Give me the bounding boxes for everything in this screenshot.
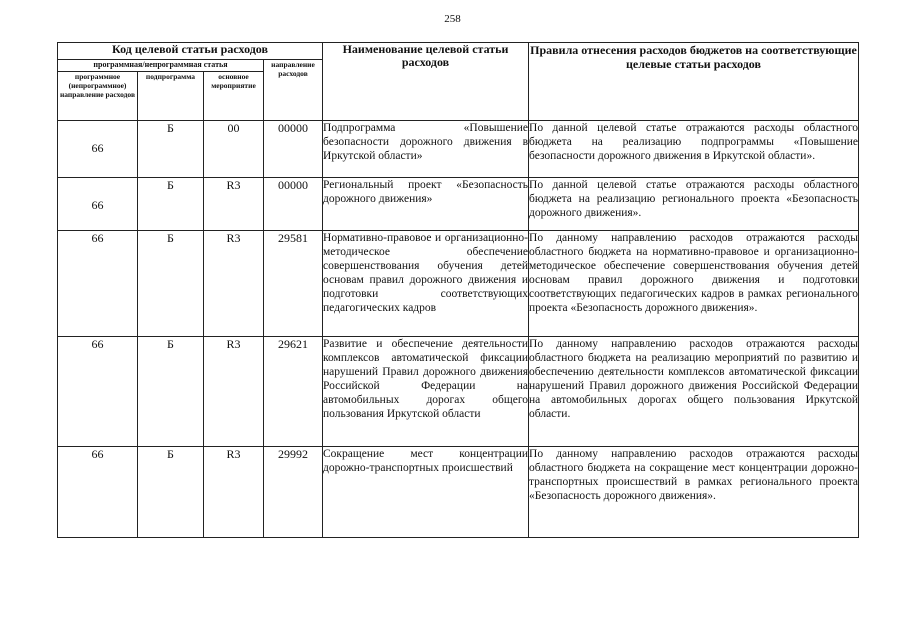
main-event-code: 00 [204,121,264,178]
program-column-header: программное (непрограммное) направление расходов [58,72,138,121]
subprogram-code: Б [138,121,204,178]
subprogram-code: Б [138,178,204,231]
allocation-rule: По данной целевой статье отражаются расходы областного бюджета на реализацию регионального проекта «Безопасность дорожного движения». [529,178,859,231]
direction-code: 00000 [264,178,323,231]
program-code: 66 [58,178,138,231]
main-event-code: R3 [204,337,264,447]
allocation-rule: По данному направлению расходов отражаются расходы областного бюджета на реализацию мероприятий по развитию и обеспечению деятельности комплексов автоматической фиксации нарушений Правил дорожного движения Российской Федерации на автомобильных дорогах общего пользования Иркутской области. [529,337,859,447]
page-number: 258 [444,13,461,25]
budget-codes-table [57,42,859,538]
direction-code: 29621 [264,337,323,447]
table-row [58,231,859,337]
main-event-column-header: основное мероприятие [204,72,264,121]
target-item-name: Сокращение мест концентрации дорожно-транспортных происшествий [323,447,529,538]
table-row [58,337,859,447]
allocation-rule: По данному направлению расходов отражаются расходы областного бюджета на сокращение мест концентрации дорожно-транспортных происшествий в рамках регионального проекта «Безопасность дорожного движения». [529,447,859,538]
table-row [58,447,859,538]
target-item-name: Подпрограмма «Повышение безопасности дорожного движения в Иркутской области» [323,121,529,178]
direction-code: 29992 [264,447,323,538]
allocation-rule: По данному направлению расходов отражаются расходы областного бюджета на нормативно-правовое и организационно-методическое обеспечение совершенствования обучения детей основам правил дорожного движения и подготовки соответствующих педагогических кадров в рамках регионального проекта «Безопасность дорожного движения». [529,231,859,337]
target-item-name: Развитие и обеспечение деятельности комплексов автоматической фиксации нарушений Правил дорожного движения Российской Федерации на автомобильных дорогах общего пользования Иркутской области [323,337,529,447]
subprogram-code: Б [138,447,204,538]
main-event-code: R3 [204,178,264,231]
subprogram-code: Б [138,231,204,337]
target-item-name: Региональный проект «Безопасность дорожного движения» [323,178,529,231]
table-row [58,178,859,231]
main-event-code: R3 [204,231,264,337]
table-row [58,121,859,178]
subprogram-column-header: подпрограмма [138,72,204,121]
program-code: 66 [58,121,138,178]
name-column-header: Наименование целевой статьи расходов [323,43,529,121]
direction-code: 29581 [264,231,323,337]
rules-column-header: Правила отнесения расходов бюджетов на соответствующие целевые статьи расходов [529,43,859,121]
program-group-header: программная/непрограммная статья [58,60,264,72]
target-item-name: Нормативно-правовое и организационно-методическое обеспечение совершенствования обучения детей основам правил дорожного движения и подготовки соответствующих педагогических кадров [323,231,529,337]
program-code: 66 [58,337,138,447]
program-code: 66 [58,231,138,337]
allocation-rule: По данной целевой статье отражаются расходы областного бюджета на реализацию подпрограммы «Повышение безопасности дорожного движения в Иркутской области». [529,121,859,178]
code-group-header: Код целевой статьи расходов [58,43,323,60]
direction-code: 00000 [264,121,323,178]
main-event-code: R3 [204,447,264,538]
subprogram-code: Б [138,337,204,447]
direction-column-header: направление расходов [264,60,323,121]
program-code: 66 [58,447,138,538]
